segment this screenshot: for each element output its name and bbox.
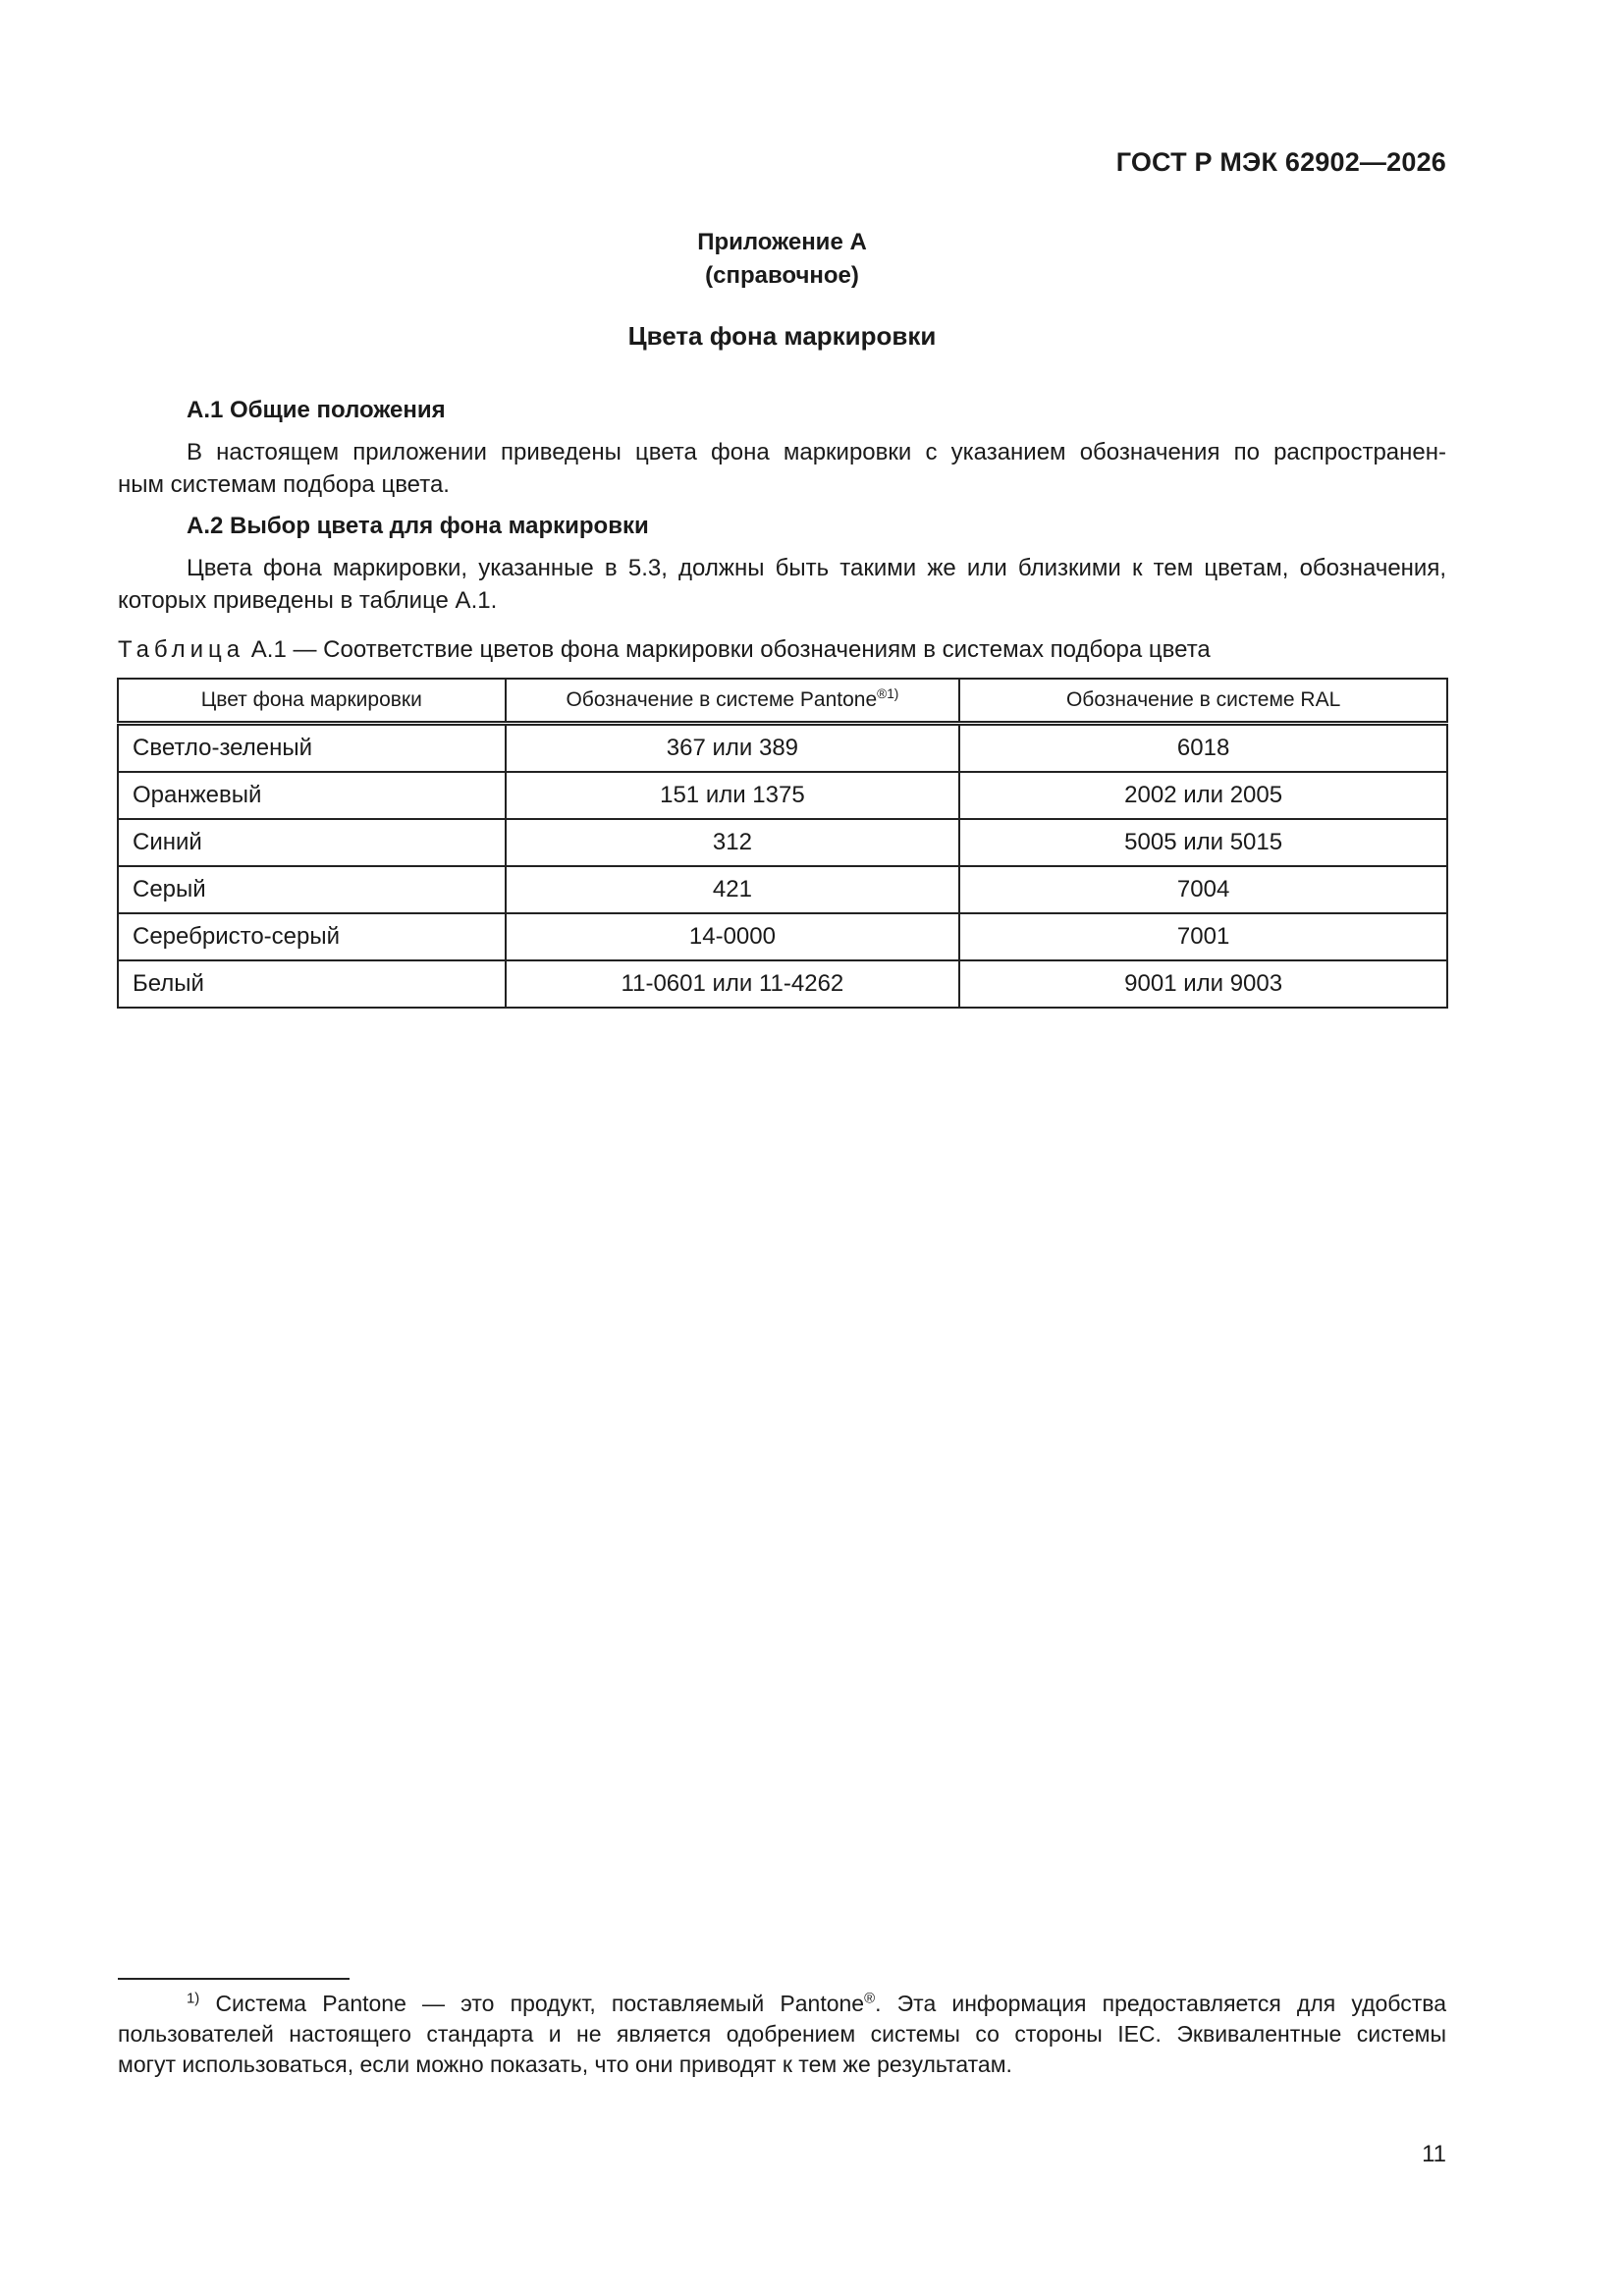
cell-color-name: Синий (118, 819, 506, 866)
footnote-line: пользователей настоящего стандарта и не является одобрением системы со стороны IEC. Эквивалентные системы (118, 2021, 1446, 2047)
cell-ral: 9001 или 9003 (959, 960, 1447, 1008)
cell-pantone: 14-0000 (506, 913, 960, 960)
cell-color-name: Светло-зеленый (118, 724, 506, 773)
section-paragraph-a2 (118, 552, 1446, 617)
annex-heading: Цвета фона маркировки (627, 321, 937, 351)
cell-color-name: Белый (118, 960, 506, 1008)
cell-pantone: 367 или 389 (506, 724, 960, 773)
cell-ral: 5005 или 5015 (959, 819, 1447, 866)
page-number: 11 (1422, 2141, 1446, 2167)
paragraph-line: Цвета фона маркировки, указанные в 5.3, должны быть такими же или близкими к тем цветам, обозначения, (187, 555, 1446, 581)
footnote-marker: 1) (187, 1990, 200, 2007)
header-ral: Обозначение в системе RAL (959, 679, 1447, 724)
footnote (118, 1989, 1446, 2080)
paragraph-line: ным системам подбора цвета. (118, 471, 450, 498)
table-caption (118, 636, 1211, 664)
cell-ral: 7004 (959, 866, 1447, 913)
paragraph-line: которых приведены в таблице А.1. (118, 587, 498, 614)
standard-id-header: ГОСТ Р МЭК 62902—2026 (1115, 147, 1446, 177)
pantone-footnote-ref: ®1) (877, 686, 899, 701)
table-row (118, 960, 1447, 1008)
cell-ral: 7001 (959, 913, 1447, 960)
registered-mark: ® (864, 1990, 876, 2007)
paragraph-line: В настоящем приложении приведены цвета фона маркировки с указанием обозначения по распространен- (187, 439, 1446, 465)
section-paragraph-a1 (118, 436, 1446, 501)
cell-color-name: Серебристо-серый (118, 913, 506, 960)
section-heading-a2: А.2 Выбор цвета для фона маркировки (187, 513, 649, 539)
footnote-line: могут использоваться, если можно показать, что они приводят к тем же результатам. (118, 2051, 1012, 2077)
footnote-line: $^{1)}$ Система Pantone — это продукт, поставляемый Pantone®. Эта информация предоставляется для удобства (187, 1990, 1447, 2016)
annex-title: Приложение А (697, 229, 867, 255)
header-color-name: Цвет фона маркировки (118, 679, 506, 724)
table-header-row (118, 679, 1447, 724)
table-row (118, 724, 1447, 773)
cell-ral: 6018 (959, 724, 1447, 773)
table-row (118, 819, 1447, 866)
table-caption-label: Таблица (118, 636, 245, 663)
annex-title-block (0, 226, 1564, 293)
table-row (118, 772, 1447, 819)
table-row (118, 866, 1447, 913)
cell-pantone: 312 (506, 819, 960, 866)
cell-pantone: 421 (506, 866, 960, 913)
cell-ral: 2002 или 2005 (959, 772, 1447, 819)
cell-pantone: 151 или 1375 (506, 772, 960, 819)
header-pantone: Обозначение в системе Pantone$^{®1)}$ (506, 679, 960, 724)
footnote-separator (118, 1978, 350, 1980)
cell-color-name: Оранжевый (118, 772, 506, 819)
annex-status: (справочное) (705, 262, 859, 289)
section-heading-a1: А.1 Общие положения (187, 397, 446, 423)
table-row (118, 913, 1447, 960)
color-designation-table (117, 678, 1448, 1009)
cell-pantone: 11-0601 или 11-4262 (506, 960, 960, 1008)
table-caption-text: А.1 — Соответствие цветов фона маркировки обозначениям в системах подбора цвета (250, 636, 1211, 663)
cell-color-name: Серый (118, 866, 506, 913)
